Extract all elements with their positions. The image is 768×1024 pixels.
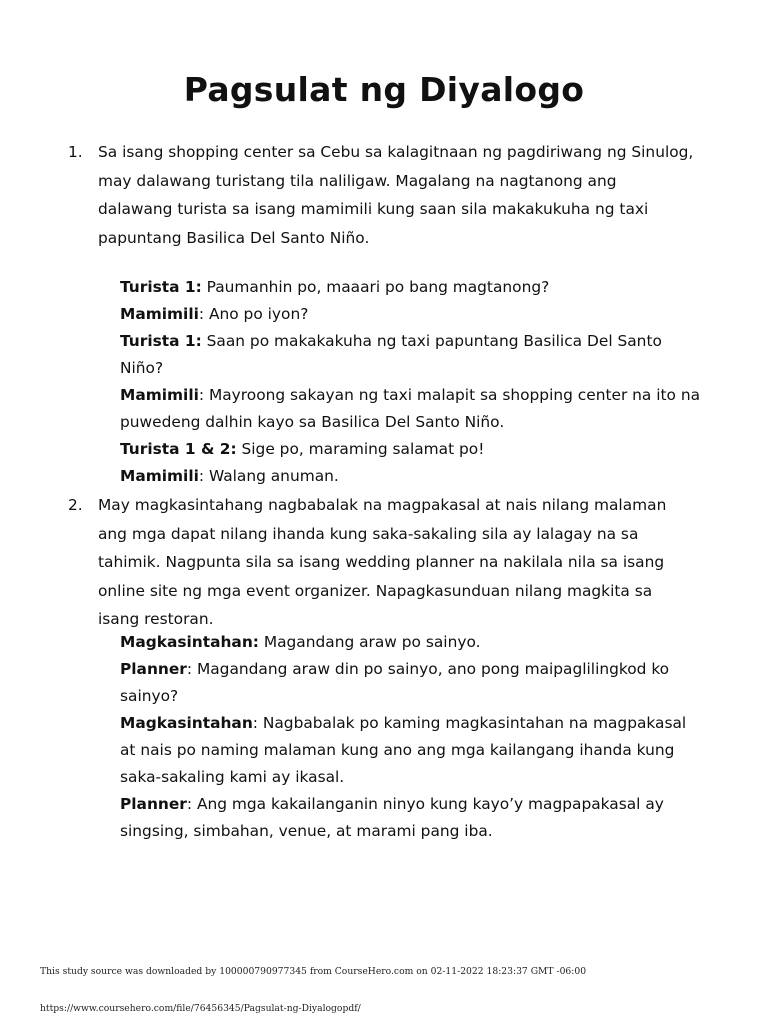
- speaker-name: Turista 1:: [120, 278, 202, 296]
- list-item-2: [68, 491, 694, 634]
- dialogue-block-2: [120, 629, 702, 845]
- source-url[interactable]: https://www.coursehero.com/file/76456345/Pagsulat-ng-Diyalogopdf/: [40, 1003, 361, 1014]
- dialogue-text: : Ano po iyon?: [198, 305, 309, 323]
- dialogue-text: : Magandang araw din po sainyo, ano pong maipaglilingkod ko sainyo?: [120, 660, 670, 705]
- speaker-name: Magkasintahan:: [120, 633, 259, 651]
- dialogue-text: : Nagbabalak po kaming magkasintahan na magpakasal at nais po naming malaman kung ano ang mga kailangang ihanda kung saka-sakaling kami ay ikasal.: [120, 714, 687, 786]
- item-paragraph: Sa isang shopping center sa Cebu sa kalagitnaan ng pagdiriwang ng Sinulog, may dalawang turistang tila naliligaw. Magalang na nagtanong ang dalawang turista sa isang mamimili kung saan sila makakukuha ng taxi papuntang Basilica Del Santo Niño.: [98, 143, 694, 247]
- dialogue-line: [120, 629, 702, 656]
- speaker-name: Mamimili: [120, 305, 199, 323]
- dialogue-text: Magandang araw po sainyo.: [258, 633, 481, 651]
- speaker-name: Turista 1 & 2:: [120, 440, 237, 458]
- dialogue-text: : Mayroong sakayan ng taxi malapit sa shopping center na ito na puwedeng dalhin kayo sa Basilica Del Santo Niño.: [120, 386, 701, 431]
- speaker-name: Magkasintahan: [120, 714, 253, 732]
- dialogue-text: Sige po, maraming salamat po!: [236, 440, 485, 458]
- speaker-name: Mamimili: [120, 467, 199, 485]
- dialogue-text: : Ang mga kakailanganin ninyo kung kayo’y magpapakasal ay singsing, simbahan, venue, at marami pang iba.: [120, 795, 664, 840]
- dialogue-line: [120, 791, 702, 845]
- dialogue-line: [120, 328, 702, 382]
- list-number: 1.: [68, 143, 83, 161]
- dialogue-text: : Walang anuman.: [198, 467, 339, 485]
- speaker-name: Planner: [120, 795, 187, 813]
- dialogue-line: [120, 301, 702, 328]
- dialogue-text: Saan po makakakuha ng taxi papuntang Basilica Del Santo Niño?: [120, 332, 662, 377]
- list-number: 2.: [68, 496, 83, 514]
- dialogue-line: [120, 710, 702, 791]
- speaker-name: Planner: [120, 660, 187, 678]
- dialogue-text: Paumanhin po, maaari po bang magtanong?: [201, 278, 550, 296]
- dialogue-line: [120, 656, 702, 710]
- page-title: Pagsulat ng Diyalogo: [183, 70, 585, 109]
- dialogue-line: [120, 463, 702, 490]
- list-item-1: [68, 138, 694, 252]
- item-paragraph: May magkasintahang nagbabalak na magpakasal at nais nilang malaman ang mga dapat nilang ihanda kung saka-sakaling sila ay lalagay na sa tahimik. Nagpunta sila sa isang wedding planner na nakilala nila sa isang online site ng mga event organizer. Napagkasunduan nilang magkita sa isang restoran.: [98, 496, 667, 628]
- dialogue-line: [120, 382, 702, 436]
- dialogue-line: [120, 274, 702, 301]
- download-notice: This study source was downloaded by 100000790977345 from CourseHero.com on 02-11-2022 18:23:37 GMT -06:00: [40, 966, 587, 977]
- speaker-name: Turista 1:: [120, 332, 202, 350]
- speaker-name: Mamimili: [120, 386, 199, 404]
- dialogue-block-1: [120, 274, 702, 490]
- dialogue-line: [120, 436, 702, 463]
